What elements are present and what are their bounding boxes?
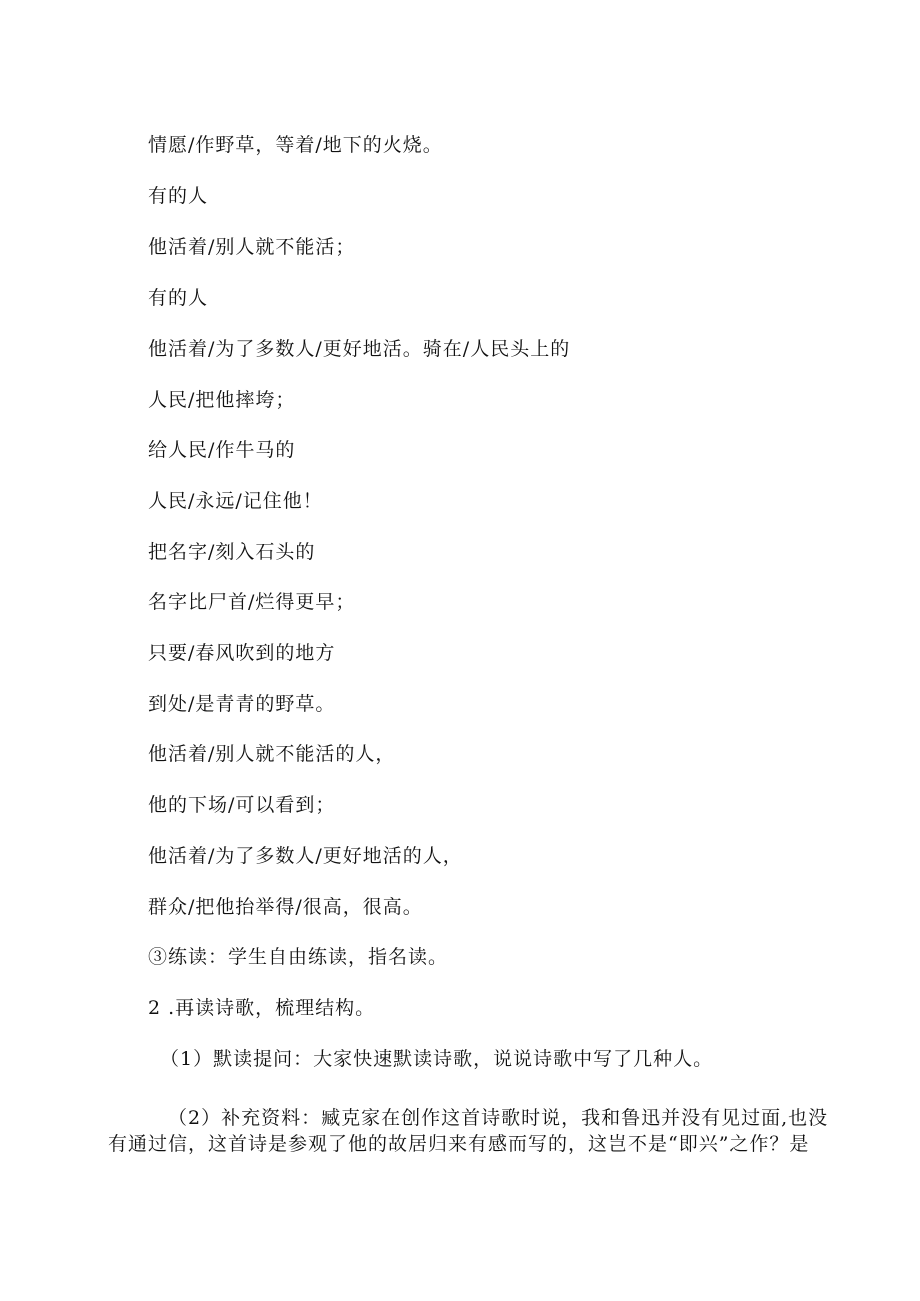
poem-line: 有的人 [148, 287, 209, 309]
poem-line: 给人民/作牛马的 [148, 439, 296, 461]
question-2-line-1: （2）补充资料：臧克家在创作这首诗歌时说，我和鲁迅并没有见过面,也没 [168, 1107, 829, 1129]
poem-line: 他活着/别人就不能活； [148, 236, 356, 258]
poem-line: 他的下场/可以看到； [148, 794, 336, 816]
poem-line: 人民/永远/记住他！ [148, 490, 323, 512]
poem-line: 他活着/为了多数人/更好地活的人， [148, 845, 463, 867]
poem-line: 情愿/作野草，等着/地下的火烧。 [148, 134, 443, 156]
step-2-heading: 2 .再读诗歌，梳理结构。 [148, 997, 376, 1019]
question-1: （1）默读提问：大家快速默读诗歌，说说诗歌中写了几种人。 [160, 1048, 714, 1070]
poem-line: 名字比尸首/烂得更早； [148, 591, 356, 613]
poem-line: 群众/把他抬举得/很高，很高。 [148, 896, 423, 918]
poem-line: 人民/把他摔垮； [148, 389, 296, 411]
poem-line: 到处/是青青的野草。 [148, 693, 336, 715]
practice-instruction: ③练读：学生自由练读，指名读。 [148, 946, 449, 968]
poem-line: 只要/春风吹到的地方 [148, 642, 336, 664]
poem-line: 把名字/刻入石头的 [148, 541, 316, 563]
poem-line: 他活着/为了多数人/更好地活。骑在/人民头上的 [148, 338, 571, 360]
poem-line: 有的人 [148, 185, 209, 207]
poem-line: 他活着/别人就不能活的人， [148, 743, 396, 765]
question-2-line-2: 有通过信，这首诗是参观了他的故居归来有感而写的，这岂不是“即兴”之作？是 [108, 1133, 810, 1155]
